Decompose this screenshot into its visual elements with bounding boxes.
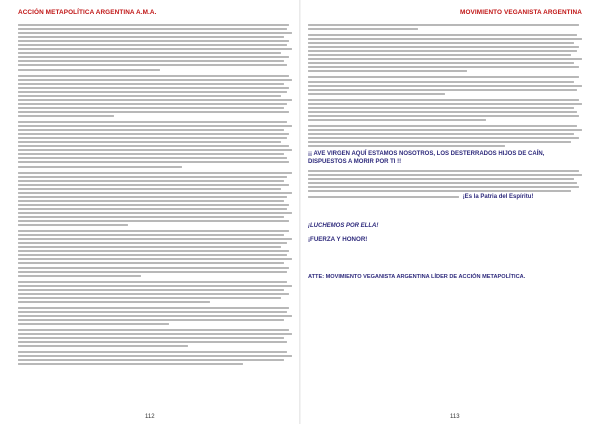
right-page-headline: ¡¡ AVE VIRGEN AQUÍ ESTAMOS NOSOTROS, LOS DESTERRADOS HIJOS DE CAÍN, DISPUESTOS A MORIR POR TI !! bbox=[308, 151, 545, 165]
paragraph bbox=[18, 172, 292, 227]
paragraph bbox=[308, 76, 582, 94]
page-number-left: 112 bbox=[145, 414, 155, 420]
signature-line: ATTE: MOVIMIENTO VEGANISTA ARGENTINA LÍDER DE ACCIÓN METAPOLÍTICA. bbox=[308, 274, 526, 281]
paragraph bbox=[18, 121, 292, 168]
paragraph bbox=[18, 351, 292, 365]
paragraph bbox=[18, 75, 292, 117]
paragraph bbox=[18, 230, 292, 277]
paragraph bbox=[308, 24, 582, 30]
paragraph bbox=[308, 125, 582, 147]
patria-closing-phrase: ¡Es la Patria del Espíritu! bbox=[462, 194, 534, 201]
page-number-right: 113 bbox=[450, 414, 460, 420]
right-page bbox=[300, 0, 600, 424]
paragraph bbox=[18, 329, 292, 347]
paragraph bbox=[18, 24, 292, 71]
slogan-fuerza-honor: ¡FUERZA Y HONOR! bbox=[308, 236, 368, 244]
paragraph bbox=[18, 307, 292, 325]
right-header: MOVIMIENTO VEGANISTA ARGENTINA bbox=[460, 9, 582, 16]
paragraph bbox=[308, 99, 582, 121]
paragraph bbox=[308, 34, 582, 72]
left-page-body bbox=[18, 24, 292, 369]
right-page-body bbox=[308, 24, 582, 281]
left-header: ACCIÓN METAPOLÍTICA ARGENTINA A.M.A. bbox=[18, 9, 157, 16]
slogan-luchemos: ¡LUCHEMOS POR ELLA! bbox=[308, 223, 379, 230]
paragraph bbox=[18, 281, 292, 303]
paragraph bbox=[308, 170, 582, 200]
